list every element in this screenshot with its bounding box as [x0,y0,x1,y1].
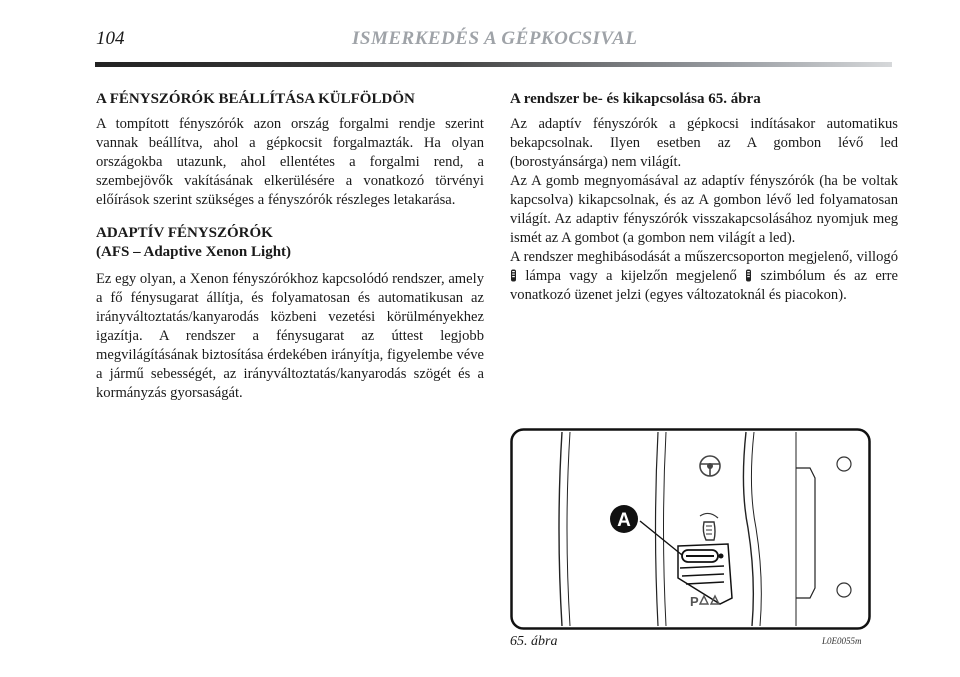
page-number: 104 [96,28,125,49]
header-rule [95,62,892,67]
figure-afs-button [510,428,871,630]
paragraph-auto-on: Az adaptív fényszórók a gépkocsi indításakor automatikus bekapcsolnak. Ilyen esetben az A gombon lévő led (borostyánsárga) nem világít. [510,116,898,170]
section-title-adaptive-main: ADAPTÍV FÉNYSZÓRÓK [96,225,273,241]
section-title-system-switch: A rendszer be- és kikapcsolása 65. ábra [510,91,761,107]
paragraph-button-press: Az A gomb megnyomásával az adaptív fényszórók (ha be voltak kapcsolva) kikapcsolnak, és az A gombon lévő led folyamatosan világít. Az adaptiv fényszórók visszakapcsolásához nyomjuk meg ismét az A gombot (a gombon nem világít a led). [510,173,898,246]
callout-a [610,505,638,533]
fault-text-2: lámpa vagy a kijelzőn megjelenő [525,268,737,284]
svg-text:A: A [617,510,631,531]
section-title-headlight-abroad: A FÉNYSZÓRÓK BEÁLLÍTÁSA KÜLFÖLDÖN [96,91,415,107]
afs-warning-icon [745,269,752,282]
section-title-adaptive-sub: (AFS – Adaptive Xenon Light) [96,244,292,260]
section-text-headlight-abroad: A tompított fényszórók azon ország forgalmi rendje szerint vannak beállítva, ahol a gépkocsit forgalmazták. Ha olyan országokba utazunk, ahol ellentétes a forgalmi rend, a szembejövők vakításának elkerülésére a vonatkozó törvényi előírások szerint szükséges a fényszórók részleges letakarása. [96,116,484,208]
section-text-adaptive-headlights: Ez egy olyan, a Xenon fényszórókhoz kapcsolódó rendszer, amely a fő fénysugarat állítja, és folyamatosan és automatikusan az irányváltoztatás/kanyarodás közbeni vezetési körülményekhez igazítja. A rendszer a fénysugarat az úttest legjobb megvilágításának biztosítása érdekében irányítja, figyelembe véve a jármű sebességét, az irányváltoztatás/kanyarodás szögét és a kormányzás gyorsaságát. [96,271,484,401]
left-column [96,90,484,403]
svg-text:P: P [690,594,699,609]
right-column [510,90,898,305]
figure-code: L0E0055m [822,636,862,646]
paragraph-fault-warning [510,248,898,305]
fault-text-1: A rendszer meghibásodását a műszercsoporton megjelenő, villogó [510,249,898,265]
fault-text-3: szimbólum és az erre vonatkozó üzenet jelzi (egyes változatoknál és piacokon). [510,268,899,303]
section-title-adaptive-headlights [96,224,484,262]
afs-warning-icon [510,269,517,282]
figure-caption: 65. ábra [510,634,558,649]
running-header: ISMERKEDÉS A GÉPKOCSIVAL [352,28,638,49]
